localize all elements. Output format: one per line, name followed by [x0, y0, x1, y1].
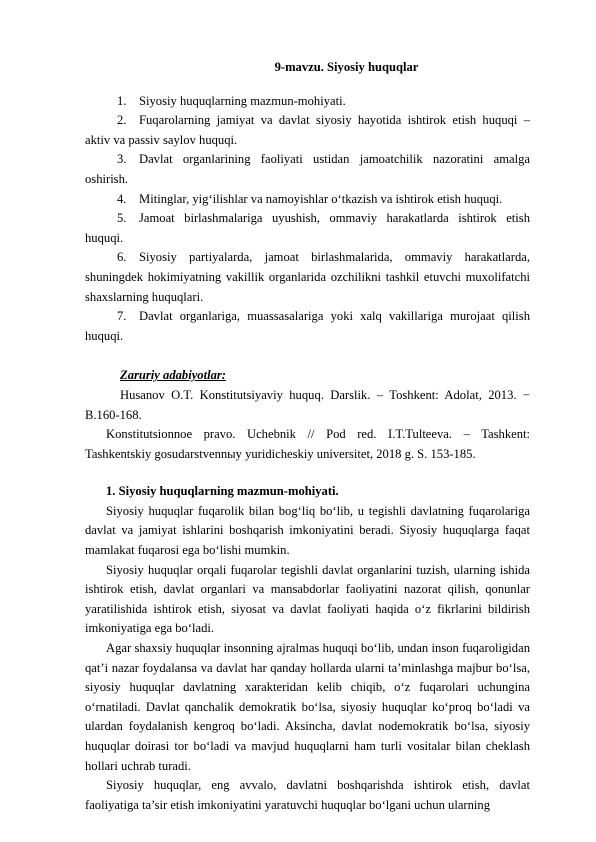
- outline-item-number: 6.: [117, 250, 127, 265]
- literature-item: Husanov O.T. Konstitutsiyaviy huquq. Darslik. – Toshkent: Adolat, 2013. − B.160-168.: [85, 387, 530, 422]
- body-paragraph: Agar shaxsiy huquqlar insonning ajralmas huquqi bo‘lib, undan inson fuqaroligidan qat’i nazar foydalansa va davlat har qanday hollarda ularni ta’minlashga majbur bo‘lsa, siyosiy huquqlar davlatning xarakteridan kelib chiqib, o‘z fuqarolari uchungina o‘rnatiladi. Davlat qanchalik demokratik bo‘lsa, siyosiy huquqlar ko‘proq bo‘ladi va ulardan foydalanish kengroq bo‘ladi. Aksincha, davlat nodemokratik bo‘lsa, siyosiy huquqlar doirasi tor bo‘ladi va mavjud huquqlarni ham turli vositalar bilan cheklash hollari uchrab turadi.: [85, 641, 530, 773]
- body-paragraph: Siyosiy huquqlar orqali fuqarolar tegishli davlat organlarini tuzish, ularning ishida ishtirok etish, davlat organlari va mansabdorlar faoliyatini nazorat qilish, qonunlar yaratilishida ishtirok etish, siyosat va davlat faoliyati haqida o‘z fikrlarini bildirish imkoniyatiga ega bo‘ladi.: [85, 562, 530, 636]
- body-paragraph: Siyosiy huquqlar, eng avvalo, davlatni boshqarishda ishtirok etish, davlat faoliyatiga ta’sir etish imkoniyatini yaratuvchi huquqlar bo‘lgani uchun ularning: [85, 778, 530, 812]
- outline-item: [85, 190, 530, 210]
- outline-item: [85, 248, 530, 307]
- outline-item-number: 4.: [117, 191, 127, 206]
- outline-item: [85, 307, 530, 346]
- outline-item-number: 7.: [117, 309, 127, 324]
- spacer: [85, 78, 530, 92]
- outline-item-text: Davlat organlariga, muassasalariga yoki xalq vakillariga murojaat qilish huquqi.: [85, 309, 530, 343]
- outline-item-number: 1.: [117, 93, 127, 108]
- outline-item: [85, 92, 530, 112]
- literature-heading: Zaruriy adabiyotlar:: [120, 368, 226, 383]
- document-content: [85, 58, 530, 815]
- outline-item-text: Davlat organlarining faoliyati ustidan jamoatchilik nazoratini amalga oshirish.: [85, 152, 530, 186]
- outline-item: [85, 150, 530, 189]
- section-heading: 1. Siyosiy huquqlarning mazmun-mohiyati.: [106, 484, 339, 499]
- outline-item-text: Siyosiy partiyalarda, jamoat birlashmalarida, ommaviy harakatlarda, shuningdek hokimiyatning vakillik organlarida ozchilikni tashkil etuvchi muxolifatchi shaxslarning huquqlari.: [85, 250, 530, 304]
- outline-item: [85, 111, 530, 150]
- outline-item-number: 5.: [117, 211, 127, 226]
- outline-item-number: 2.: [117, 113, 127, 128]
- outline-item: [85, 209, 530, 248]
- outline-item-text: Fuqarolarning jamiyat va davlat siyosiy hayotida ishtirok etish huquqi – aktiv va passiv saylov huquqi.: [85, 113, 530, 147]
- topic-outline: [85, 92, 530, 347]
- outline-item-text: Mitinglar, yig‘ilishlar va namoyishlar o‘tkazish va ishtirok etish huquqi.: [139, 191, 503, 206]
- literature-item: Konstitutsionnoe pravo. Uchebnik // Pod red. I.T.Tulteeva. – Tashkent: Tashkentskiy gosudarstvennыy yuridicheskiy universitet, 2018 g. S. 153-185.: [85, 427, 530, 461]
- page-title: 9-mavzu. Siyosiy huquqlar: [274, 60, 419, 74]
- outline-item-text: Siyosiy huquqlarning mazmun-mohiyati.: [139, 93, 346, 108]
- spacer: [85, 346, 530, 366]
- outline-item-number: 3.: [117, 152, 127, 167]
- body-paragraph: Siyosiy huquqlar fuqarolik bilan bog‘liq bo‘lib, u tegishli davlatning fuqarolariga davlat va jamiyat ishlarini boshqarish imkoniyatini beradi. Siyosiy huquqlarga faqat mamlakat fuqarosi ega bo‘lishi mumkin.: [85, 503, 530, 558]
- spacer: [85, 464, 530, 482]
- outline-item-text: Jamoat birlashmalariga uyushish, ommaviy harakatlarda ishtirok etish huquqi.: [85, 211, 530, 245]
